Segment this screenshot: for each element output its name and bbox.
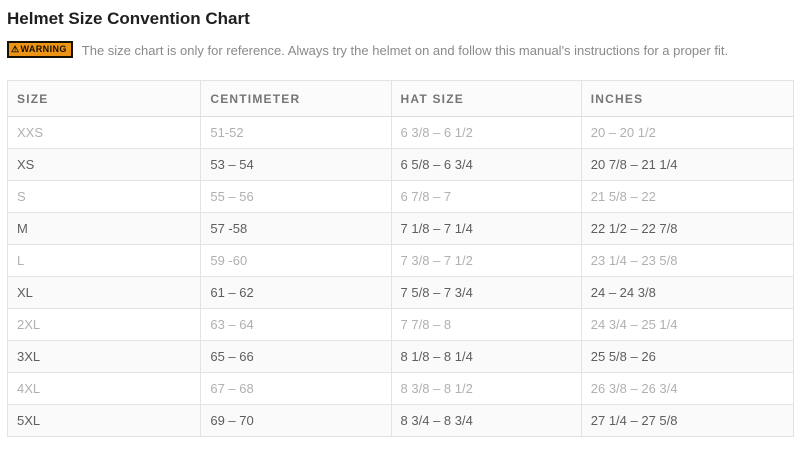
table-row [8,181,794,213]
cell-hat_size: 7 5/8 – 7 3/4 [391,277,581,309]
cell-inches: 24 – 24 3/8 [581,277,793,309]
cell-centimeter: 57 -58 [201,213,391,245]
table-row [8,245,794,277]
warning-note [7,40,794,59]
cell-inches: 25 5/8 – 26 [581,341,793,373]
cell-centimeter: 51-52 [201,117,391,149]
cell-size: 3XL [8,341,201,373]
table-row [8,373,794,405]
size-table-body [8,117,794,437]
cell-size: 4XL [8,373,201,405]
cell-centimeter: 55 – 56 [201,181,391,213]
size-table-header [8,81,794,117]
cell-centimeter: 59 -60 [201,245,391,277]
table-row [8,149,794,181]
size-table [7,80,794,437]
warning-icon: ⚠ [11,44,20,54]
column-header-inches: INCHES [581,81,793,117]
cell-hat_size: 8 3/8 – 8 1/2 [391,373,581,405]
cell-inches: 26 3/8 – 26 3/4 [581,373,793,405]
cell-hat_size: 8 1/8 – 8 1/4 [391,341,581,373]
cell-size: 2XL [8,309,201,341]
cell-hat_size: 6 5/8 – 6 3/4 [391,149,581,181]
table-row [8,341,794,373]
cell-size: M [8,213,201,245]
cell-hat_size: 6 3/8 – 6 1/2 [391,117,581,149]
table-row [8,213,794,245]
cell-size: XXS [8,117,201,149]
column-header-size: SIZE [8,81,201,117]
cell-centimeter: 61 – 62 [201,277,391,309]
cell-inches: 24 3/4 – 25 1/4 [581,309,793,341]
cell-inches: 20 – 20 1/2 [581,117,793,149]
table-row [8,405,794,437]
header-row [8,81,794,117]
warning-badge [7,41,73,58]
cell-hat_size: 7 3/8 – 7 1/2 [391,245,581,277]
column-header-centimeter: CENTIMETER [201,81,391,117]
cell-hat_size: 8 3/4 – 8 3/4 [391,405,581,437]
cell-size: S [8,181,201,213]
cell-centimeter: 63 – 64 [201,309,391,341]
cell-size: XS [8,149,201,181]
warning-badge-label: WARNING [20,44,67,54]
cell-hat_size: 6 7/8 – 7 [391,181,581,213]
column-header-hat_size: HAT SIZE [391,81,581,117]
cell-centimeter: 65 – 66 [201,341,391,373]
cell-inches: 20 7/8 – 21 1/4 [581,149,793,181]
cell-size: XL [8,277,201,309]
table-row [8,117,794,149]
cell-inches: 22 1/2 – 22 7/8 [581,213,793,245]
cell-centimeter: 67 – 68 [201,373,391,405]
cell-size: 5XL [8,405,201,437]
cell-size: L [8,245,201,277]
cell-hat_size: 7 7/8 – 8 [391,309,581,341]
page-title: Helmet Size Convention Chart [7,9,250,28]
cell-centimeter: 53 – 54 [201,149,391,181]
cell-inches: 23 1/4 – 23 5/8 [581,245,793,277]
cell-hat_size: 7 1/8 – 7 1/4 [391,213,581,245]
cell-inches: 21 5/8 – 22 [581,181,793,213]
cell-inches: 27 1/4 – 27 5/8 [581,405,793,437]
warning-text: The size chart is only for reference. Always try the helmet on and follow this manual's instructions for a proper fit. [81,43,729,58]
table-row [8,277,794,309]
cell-centimeter: 69 – 70 [201,405,391,437]
table-row [8,309,794,341]
